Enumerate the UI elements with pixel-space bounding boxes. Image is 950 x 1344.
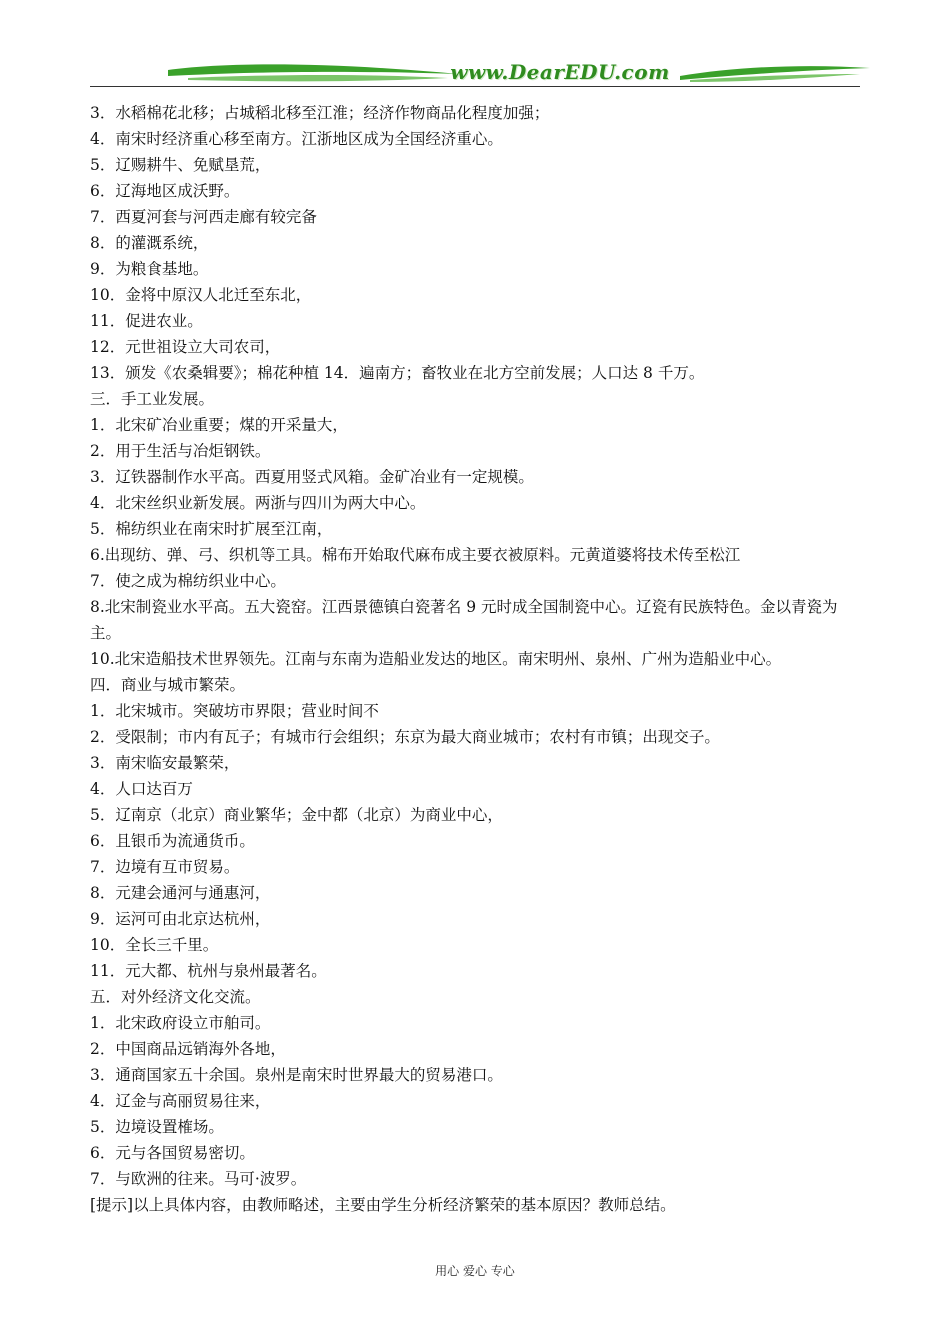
text-line: 2．受限制；市内有瓦子；有城市行会组织；东京为最大商业城市；农村有市镇；出现交子。 [90,728,720,746]
text-line: 11．促进农业。 [90,312,203,330]
text-line: 12．元世祖设立大司农司， [90,338,281,356]
text-line: 2．用于生活与冶炬钢铁。 [90,442,271,460]
text-paragraph: 10.北宋造船技术世界领先。江南与东南为造船业发达的地区。南宋明州、泉州、广州为造船业中心。 [90,650,782,668]
text-line: 6．且银币为流通货币。 [90,832,255,850]
text-line: 6.出现纺、弹、弓、织机等工具。棉布开始取代麻布成主要衣被原料。元黄道婆将技术传至松江 [90,546,741,564]
text-paragraph: 8.北宋制瓷业水平高。五大瓷窑。江西景德镇白瓷著名 9 元时成全国制瓷中心。辽瓷有民族特色。金以青瓷为主。 [90,598,838,642]
text-line: 3．南宋临安最繁荣， [90,754,240,772]
text-line: 1．北宋政府设立市舶司。 [90,1014,271,1032]
text-line: 10．金将中原汉人北迁至东北， [90,286,312,304]
text-line: 7．与欧洲的往来。马可·波罗。 [90,1170,307,1188]
section-heading: 五．对外经济文化交流。 [90,988,261,1006]
section-heading: 四．商业与城市繁荣。 [90,676,246,694]
page-footer: 用心 爱心 专心 [435,1264,515,1278]
page-header [90,58,860,90]
text-line: 5．辽赐耕牛、免赋垦荒， [90,156,271,174]
left-swoosh-icon [168,60,458,84]
text-line: 3．通商国家五十余国。泉州是南宋时世界最大的贸易港口。 [90,1066,503,1084]
text-line: 7．边境有互市贸易。 [90,858,240,876]
text-line: 10．全长三千里。 [90,936,219,954]
document-body [90,100,862,1218]
text-line: 13．颁发《农桑辑要》；棉花种植 14．遍南方；畜牧业在北方空前发展；人口达 8 千万。 [90,364,705,382]
text-line: 8．元建会通河与通惠河， [90,884,271,902]
header-divider [90,86,860,87]
text-line: 3．水稻棉花北移；占城稻北移至江淮；经济作物商品化程度加强； [90,104,550,122]
text-line: 7．使之成为棉纺织业中心。 [90,572,286,590]
teacher-note: [提示]以上具体内容，由教师略述，主要由学生分析经济繁荣的基本原因？教师总结。 [90,1196,676,1214]
text-line: 5．辽南京（北京）商业繁华；金中都（北京）为商业中心， [90,806,503,824]
text-line: 1．北宋矿冶业重要；煤的开采量大， [90,416,348,434]
text-line: 4．辽金与高丽贸易往来， [90,1092,271,1110]
text-line: 6．元与各国贸易密切。 [90,1144,255,1162]
text-line: 6．辽海地区成沃野。 [90,182,240,200]
text-line: 8．的灌溉系统， [90,234,209,252]
text-line: 5．边境设置榷场。 [90,1118,224,1136]
text-line: 7．西夏河套与河西走廊有较完备 [90,208,317,226]
text-line: 4．北宋丝织业新发展。两浙与四川为两大中心。 [90,494,426,512]
text-line: 3．辽铁器制作水平高。西夏用竖式风箱。金矿冶业有一定规模。 [90,468,534,486]
text-line: 4．人口达百万 [90,780,193,798]
text-line: 1．北宋城市。突破坊市界限；营业时间不 [90,702,379,720]
text-line: 9．为粮食基地。 [90,260,209,278]
text-line: 5．棉纺织业在南宋时扩展至江南， [90,520,333,538]
right-swoosh-icon [680,60,870,84]
text-line: 2．中国商品远销海外各地， [90,1040,286,1058]
text-line: 4．南宋时经济重心移至南方。江浙地区成为全国经济重心。 [90,130,503,148]
text-line: 9．运河可由北京达杭州， [90,910,271,928]
section-heading: 三．手工业发展。 [90,390,215,408]
site-logo-text: www.DearEDU.com [450,60,670,84]
text-line: 11．元大都、杭州与泉州最著名。 [90,962,327,980]
